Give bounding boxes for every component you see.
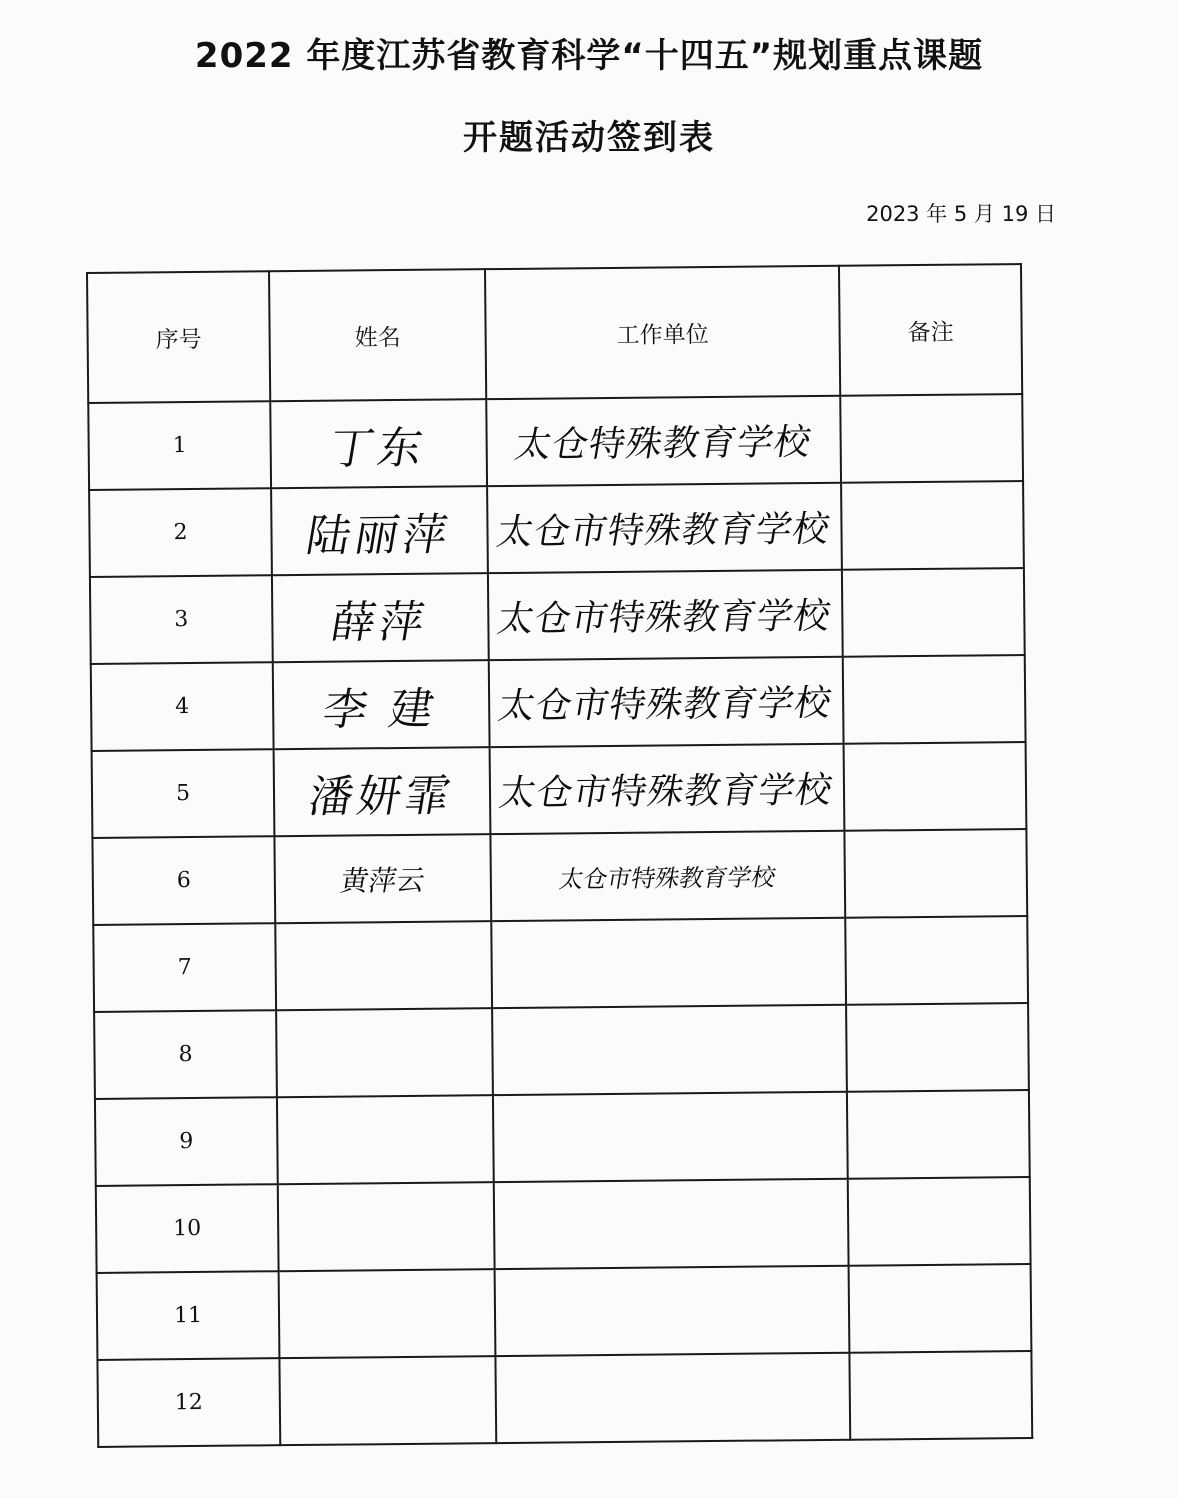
unit-cell	[487, 483, 842, 573]
handwritten-unit: 太仓市特殊教育学校	[494, 595, 835, 641]
handwritten-name: 陆丽萍	[302, 508, 455, 562]
note-cell	[844, 742, 1027, 831]
handwritten-name: 黄萍云	[337, 863, 428, 898]
table-row	[92, 829, 1027, 925]
unit-cell	[491, 918, 846, 1008]
name-cell	[270, 399, 487, 488]
row-index: 9	[95, 1097, 278, 1186]
handwritten-unit: 太仓市特殊教育学校	[495, 682, 836, 728]
row-index: 4	[91, 662, 274, 751]
table-row	[90, 568, 1025, 664]
name-cell	[271, 486, 488, 575]
row-index: 11	[97, 1271, 280, 1360]
document-title: 2022 年度江苏省教育科学“十四五”规划重点课题	[194, 36, 984, 76]
attendance-table-wrapper	[86, 263, 1031, 1446]
unit-cell	[495, 1353, 850, 1443]
name-cell	[275, 921, 492, 1010]
note-cell	[845, 916, 1028, 1005]
table-row	[89, 481, 1024, 577]
note-cell	[849, 1264, 1032, 1353]
unit-cell	[489, 657, 844, 747]
row-index: 3	[90, 575, 273, 664]
handwritten-unit: 太仓市特殊教育学校	[494, 508, 834, 554]
attendance-table	[86, 263, 1033, 1448]
note-cell	[842, 568, 1025, 657]
row-index: 10	[96, 1184, 279, 1273]
handwritten-name: 李 建	[319, 683, 442, 736]
name-cell	[276, 1008, 493, 1097]
unit-cell	[486, 396, 841, 486]
row-index: 7	[93, 923, 276, 1012]
row-index: 6	[92, 836, 275, 925]
name-cell	[272, 573, 489, 662]
name-cell	[279, 1356, 496, 1445]
note-cell	[841, 481, 1024, 570]
name-cell	[277, 1095, 494, 1184]
note-cell	[843, 655, 1026, 744]
header-name: 姓名	[269, 269, 486, 401]
header-index: 序号	[87, 271, 270, 403]
table-row	[91, 655, 1026, 751]
table-row	[93, 916, 1028, 1012]
row-index: 5	[92, 749, 275, 838]
note-cell	[846, 1003, 1029, 1092]
table-row	[92, 742, 1027, 838]
table-row	[97, 1351, 1032, 1447]
name-cell	[274, 747, 491, 836]
row-index: 8	[94, 1010, 277, 1099]
header-unit: 工作单位	[485, 266, 840, 399]
table-header-row	[87, 264, 1022, 403]
table-row	[96, 1177, 1031, 1273]
name-cell	[273, 660, 490, 749]
handwritten-name: 薛萍	[327, 596, 432, 649]
note-cell	[847, 1090, 1030, 1179]
header-note: 备注	[839, 264, 1022, 396]
row-index: 2	[89, 488, 272, 577]
table-row	[94, 1003, 1029, 1099]
unit-cell	[490, 831, 845, 921]
name-cell	[278, 1182, 495, 1271]
note-cell	[848, 1177, 1031, 1266]
unit-cell	[488, 570, 843, 660]
note-cell	[844, 829, 1027, 918]
handwritten-name: 丁东	[325, 422, 431, 475]
table-row	[88, 394, 1023, 490]
table-row	[95, 1090, 1030, 1186]
note-cell	[840, 394, 1023, 483]
unit-cell	[492, 1005, 847, 1095]
unit-cell	[494, 1179, 849, 1269]
name-cell	[279, 1269, 496, 1358]
unit-cell	[495, 1266, 850, 1356]
document-date: 2023 年 5 月 19 日	[866, 202, 1056, 226]
table-row	[97, 1264, 1032, 1360]
note-cell	[849, 1351, 1032, 1440]
row-index: 1	[88, 401, 271, 490]
handwritten-name: 潘妍霏	[305, 769, 458, 823]
row-index: 12	[97, 1358, 280, 1447]
handwritten-unit: 太仓特殊教育学校	[511, 422, 815, 466]
handwritten-unit: 太仓市特殊教育学校	[557, 863, 778, 894]
name-cell	[274, 834, 491, 923]
handwritten-unit: 太仓市特殊教育学校	[496, 769, 837, 815]
unit-cell	[490, 744, 845, 834]
unit-cell	[493, 1092, 848, 1182]
document-subtitle: 开题活动签到表	[463, 118, 715, 158]
